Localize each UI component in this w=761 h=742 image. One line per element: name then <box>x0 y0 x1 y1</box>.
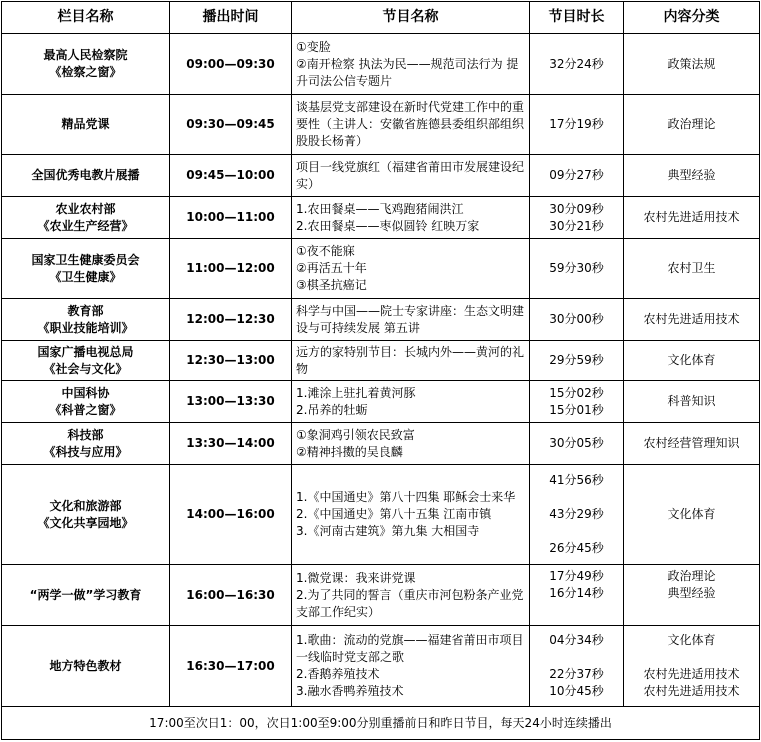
program-item: ①象洞鸡引领农民致富 <box>296 427 415 442</box>
column-name: 全国优秀电教片展播 <box>2 155 170 197</box>
duration-cell <box>530 197 624 239</box>
column-name-line: 《科普之窗》 <box>49 402 122 417</box>
duration: 30分00秒 <box>530 299 624 341</box>
program-item: 3.融水香鸭养殖技术 <box>296 684 404 698</box>
category-cell <box>624 626 760 707</box>
broadcast-time: 09:30—09:45 <box>170 95 292 155</box>
column-name-line: 教育部 <box>67 303 104 318</box>
header-program-name: 节目名称 <box>292 2 530 34</box>
duration: 15分01秒 <box>549 402 604 417</box>
broadcast-time: 12:00—12:30 <box>170 299 292 341</box>
table-row <box>2 299 760 341</box>
program-item: 3.《河南古建筑》第九集 大相国寺 <box>296 524 480 538</box>
table-row <box>2 34 760 95</box>
duration: 30分05秒 <box>530 423 624 465</box>
duration: 09分27秒 <box>530 155 624 197</box>
table-row <box>2 565 760 626</box>
duration: 04分34秒 <box>549 633 604 647</box>
category: 典型经验 <box>624 155 760 197</box>
duration: 30分21秒 <box>549 218 604 233</box>
duration: 29分59秒 <box>530 341 624 381</box>
table-row <box>2 423 760 465</box>
header-duration: 节目时长 <box>530 2 624 34</box>
column-name-line: 文化和旅游部 <box>49 498 122 513</box>
column-name-line: 国家卫生健康委员会 <box>31 252 140 267</box>
column-name-line: 《农业生产经营》 <box>37 218 134 233</box>
column-name-line: 《卫生健康》 <box>49 269 122 284</box>
header-category: 内容分类 <box>624 2 760 34</box>
duration: 59分30秒 <box>530 239 624 299</box>
header-row <box>2 2 760 34</box>
footer-row <box>2 707 760 740</box>
category: 政策法规 <box>624 34 760 95</box>
column-name-cell <box>2 423 170 465</box>
program-item: 1.歌曲：流动的党旗——福建省莆田市项目一线临时党支部之歌 <box>296 633 524 664</box>
category: 文化体育 <box>624 341 760 381</box>
duration: 17分49秒 <box>549 569 604 583</box>
column-name: 地方特色教材 <box>2 626 170 707</box>
program-cell <box>292 565 530 626</box>
program-item: 项目一线党旗红（福建省莆田市发展建设纪实） <box>292 155 530 197</box>
duration: 16分14秒 <box>549 586 604 600</box>
program-item: 1.农田餐桌——飞鸡跑猪闹洪江 <box>296 201 464 216</box>
broadcast-time: 13:30—14:00 <box>170 423 292 465</box>
program-item: ①变脸 <box>296 39 331 54</box>
program-item: 2.为了共同的誓言（重庆市河包粉条产业党支部工作纪实） <box>296 587 524 619</box>
duration: 41分56秒 <box>549 473 604 487</box>
column-name-cell <box>2 239 170 299</box>
spacer <box>628 649 755 666</box>
program-item: 科学与中国——院士专家讲座：生态文明建设与可持续发展 第五讲 <box>292 299 530 341</box>
category: 政治理论 <box>624 95 760 155</box>
category: 农村先进适用技术 <box>643 667 740 681</box>
table-row <box>2 239 760 299</box>
spacer <box>534 523 619 540</box>
program-item: 2.《中国通史》第八十五集 江南市镇 <box>296 507 492 521</box>
program-item: 远方的家特别节目：长城内外——黄河的礼物 <box>292 341 530 381</box>
broadcast-time: 12:30—13:00 <box>170 341 292 381</box>
broadcast-time: 09:00—09:30 <box>170 34 292 95</box>
column-name-cell <box>2 465 170 565</box>
program-schedule-table <box>1 1 760 740</box>
column-name: “两学一做”学习教育 <box>2 565 170 626</box>
column-name-line: 科技部 <box>67 427 104 442</box>
duration-cell <box>530 381 624 423</box>
duration: 22分37秒 <box>549 667 604 681</box>
program-item: 2.吊养的牡蛎 <box>296 402 368 417</box>
column-name-line: 最高人民检察院 <box>43 48 128 62</box>
program-cell <box>292 465 530 565</box>
program-cell <box>292 381 530 423</box>
column-name-cell <box>2 381 170 423</box>
column-name-cell <box>2 341 170 381</box>
program-item: 1.微党课：我来讲党课 <box>296 570 416 585</box>
column-name-cell <box>2 197 170 239</box>
program-cell <box>292 197 530 239</box>
duration: 10分45秒 <box>549 684 604 698</box>
program-item: ①夜不能寐 <box>296 244 355 258</box>
program-cell <box>292 626 530 707</box>
column-name-line: 《职业技能培训》 <box>37 320 134 335</box>
duration: 17分19秒 <box>530 95 624 155</box>
category: 农村先进适用技术 <box>624 197 760 239</box>
category: 科普知识 <box>624 381 760 423</box>
column-name-cell <box>2 34 170 95</box>
column-name-line: 《检察之窗》 <box>49 65 122 79</box>
program-item: ②南开检察 执法为民——规范司法行为 提升司法公信专题片 <box>296 56 519 88</box>
category: 政治理论 <box>667 569 716 583</box>
duration-cell <box>530 565 624 626</box>
column-name-line: 《社会与文化》 <box>43 361 128 376</box>
program-item: 1.滩涂上驻扎着黄河豚 <box>296 385 416 400</box>
duration-cell <box>530 626 624 707</box>
column-name-line: 中国科协 <box>61 385 110 400</box>
program-cell <box>292 239 530 299</box>
duration: 26分45秒 <box>549 541 604 555</box>
program-item: 谈基层党支部建设在新时代党建工作中的重要性（主讲人：安徽省旌德县委组织部组织股股长杨菁） <box>292 95 530 155</box>
broadcast-time: 16:30—17:00 <box>170 626 292 707</box>
category-cell <box>624 565 760 626</box>
broadcast-time: 10:00—11:00 <box>170 197 292 239</box>
spacer <box>534 649 619 666</box>
table-row <box>2 197 760 239</box>
broadcast-time: 14:00—16:00 <box>170 465 292 565</box>
column-name-line: 国家广播电视总局 <box>37 344 134 359</box>
table-row <box>2 95 760 155</box>
header-column-name: 栏目名称 <box>2 2 170 34</box>
rebroadcast-note: 17:00至次日1：00，次日1:00至9:00分别重播前日和昨日节目，每天24小时连续播出 <box>2 707 760 740</box>
duration: 43分29秒 <box>549 507 604 521</box>
broadcast-time: 09:45—10:00 <box>170 155 292 197</box>
broadcast-time: 13:00—13:30 <box>170 381 292 423</box>
column-name-line: 农业农村部 <box>55 201 116 216</box>
program-item: 2.香鹅养殖技术 <box>296 667 380 681</box>
table-row <box>2 155 760 197</box>
category: 文化体育 <box>667 633 716 647</box>
broadcast-time: 16:00—16:30 <box>170 565 292 626</box>
category: 农村经营管理知识 <box>624 423 760 465</box>
column-name-line: 《科技与应用》 <box>43 444 128 459</box>
program-item: 2.农田餐桌——枣似圆铃 红映万家 <box>296 218 480 233</box>
category: 典型经验 <box>667 586 716 600</box>
program-item: 1.《中国通史》第八十四集 耶稣会士来华 <box>296 490 516 504</box>
category: 农村先进适用技术 <box>624 299 760 341</box>
program-cell <box>292 34 530 95</box>
table-row <box>2 465 760 565</box>
column-name-line: 《文化共享园地》 <box>37 515 134 530</box>
duration-cell <box>530 465 624 565</box>
table-row <box>2 381 760 423</box>
table-row <box>2 626 760 707</box>
duration: 15分02秒 <box>549 385 604 400</box>
column-name: 精品党课 <box>2 95 170 155</box>
category: 农村卫生 <box>624 239 760 299</box>
program-cell <box>292 423 530 465</box>
table-row <box>2 341 760 381</box>
category: 农村先进适用技术 <box>643 684 740 698</box>
category: 文化体育 <box>624 465 760 565</box>
program-item: ②精神抖擞的吴良麟 <box>296 444 403 459</box>
broadcast-time: 11:00—12:00 <box>170 239 292 299</box>
header-broadcast-time: 播出时间 <box>170 2 292 34</box>
column-name-cell <box>2 299 170 341</box>
spacer <box>534 489 619 506</box>
program-item: ③棋圣抗癌记 <box>296 278 367 292</box>
duration: 32分24秒 <box>530 34 624 95</box>
program-item: ②再活五十年 <box>296 261 367 275</box>
duration: 30分09秒 <box>549 201 604 216</box>
